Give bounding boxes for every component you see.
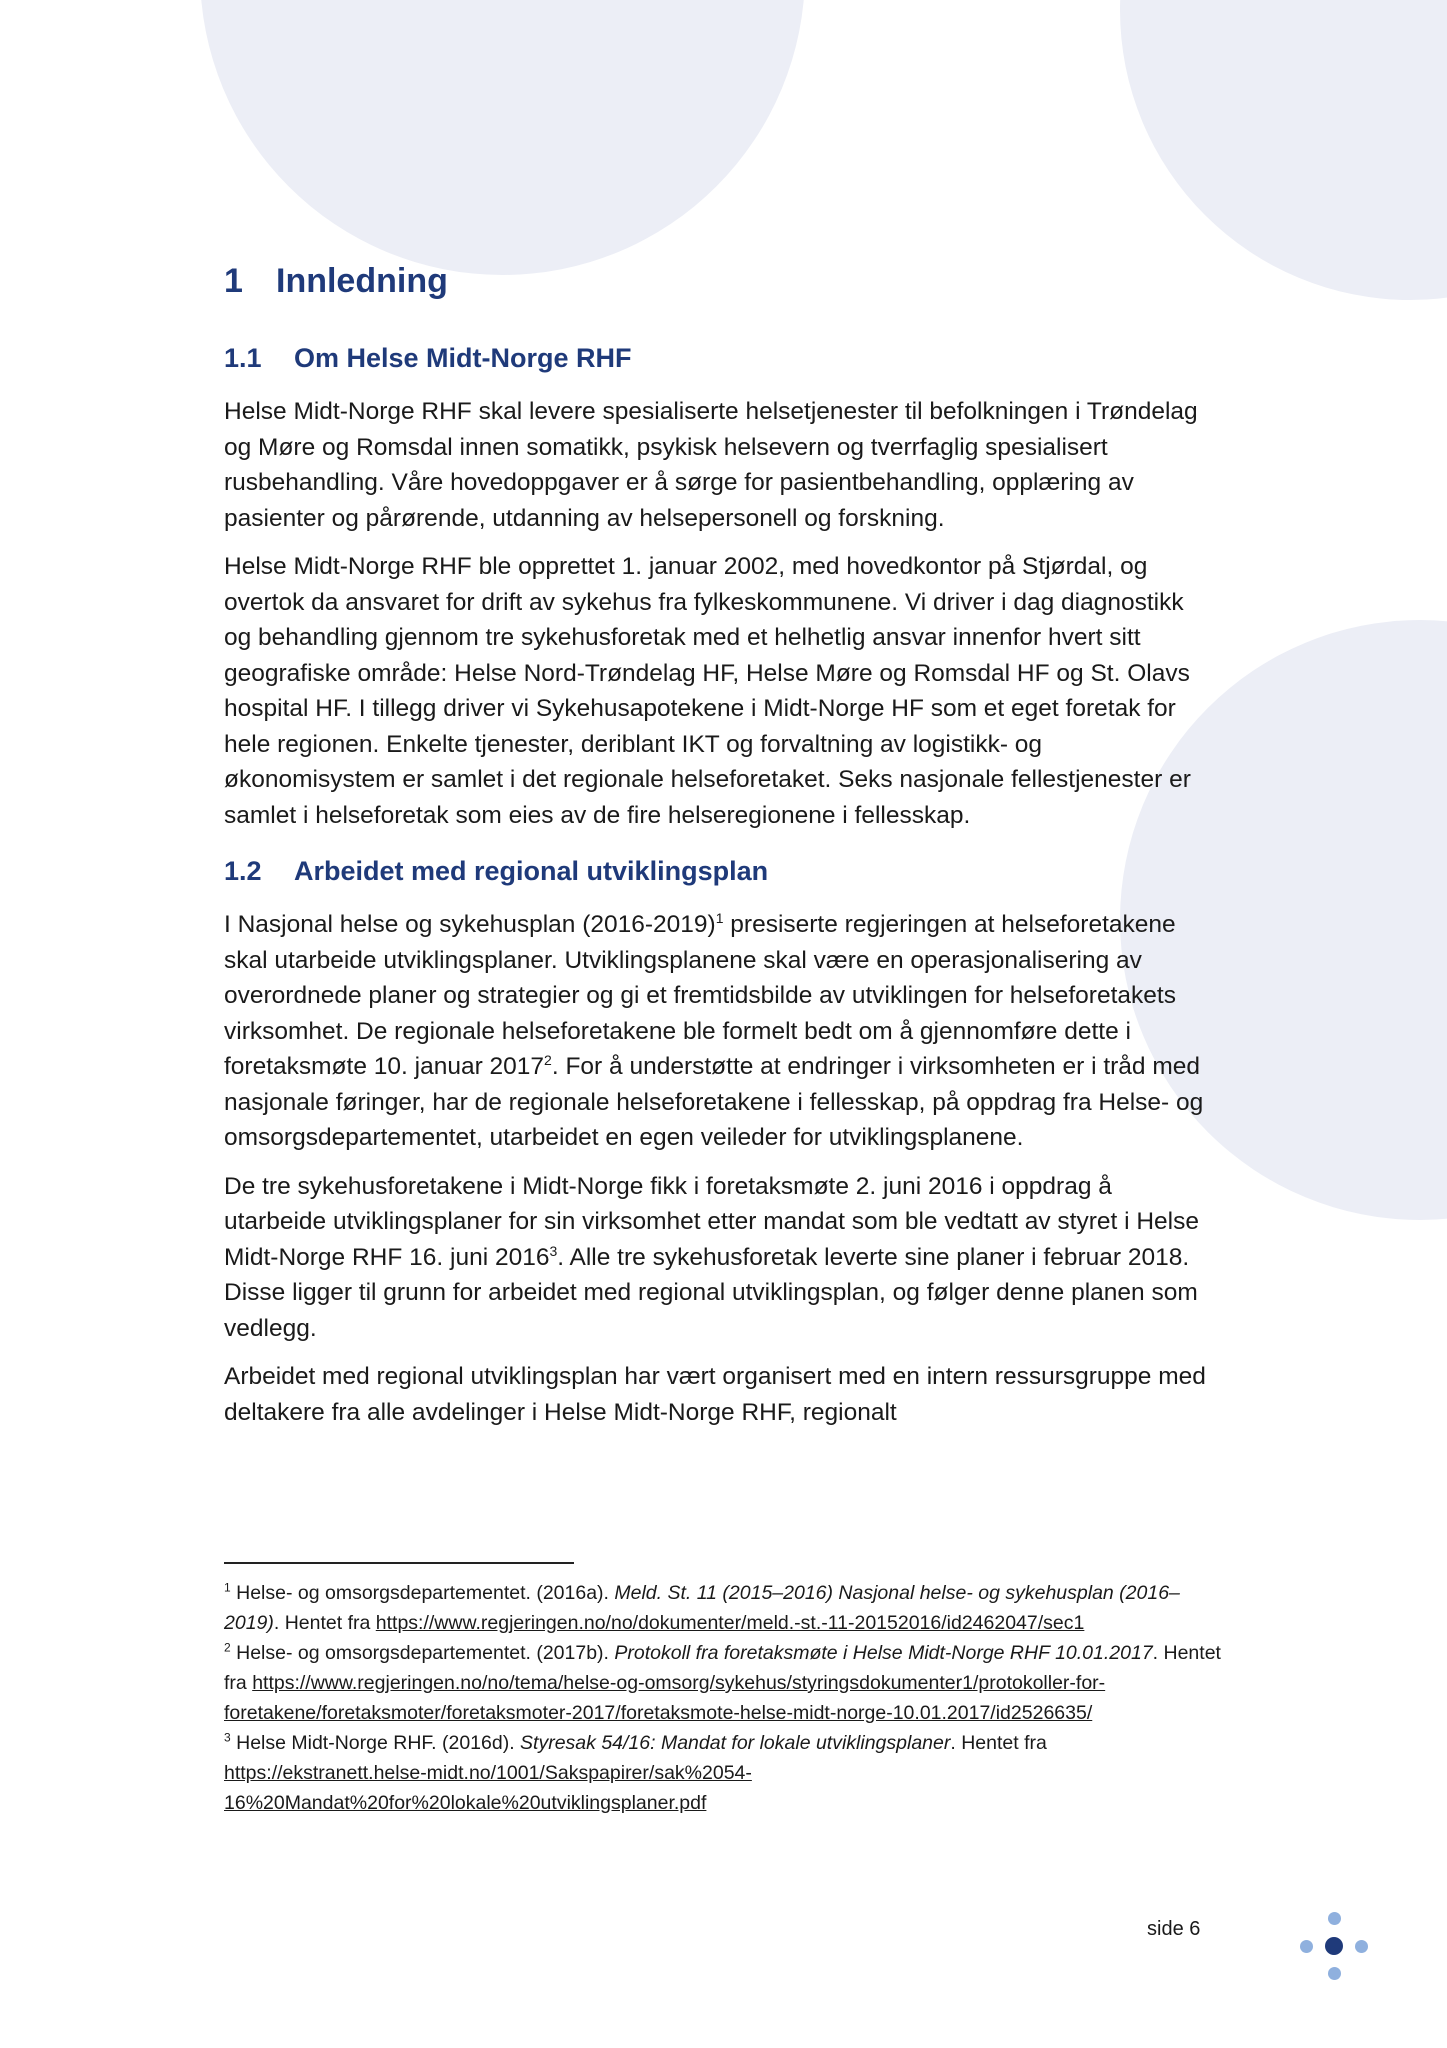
section-heading [224,856,1214,887]
footnote-number: 1 [224,1580,231,1595]
chapter-title: Innledning [276,262,448,300]
logo-dot [1300,1940,1313,1953]
paragraph: De tre sykehusforetakene i Midt-Norge fikk i foretaksmøte 2. juni 2016 i oppdrag å utarbeide utviklingsplaner for sin virksomhet etter mandat som ble vedtatt av styret i Helse Midt-Norge RHF 16. juni 2016$^3$. Alle tre sykehusforetak leverte sine planer i februar 2018. Disse ligger til grunn for arbeidet med regional utviklingsplan, og følger denne planen som vedlegg. [224,1172,1199,1342]
logo-dot [1355,1940,1368,1953]
section-title: Arbeidet med regional utviklingsplan [294,856,769,886]
logo-dot [1328,1967,1341,1980]
chapter-number: 1 [224,262,243,300]
footnote-title: Styresak 54/16: Mandat for lokale utviklingsplaner [520,1732,951,1754]
footnote-ref[interactable]: 3 [549,1242,558,1259]
footnote-separator [224,1562,574,1564]
paragraph: Helse Midt-Norge RHF skal levere spesialiserte helsetjenester til befolkningen i Trøndelag og Møre og Romsdal innen somatikk, psykisk helsevern og tverrfaglig spesialisert rusbehandling. Våre hovedoppgaver er å sørge for pasientbehandling, opplæring av pasienter og pårørende, utdanning av helsepersonell og forskning. [224,398,1198,532]
footnote: $^3$ Helse Midt-Norge RHF. (2016d). Styresak 54/16: Mandat for lokale utviklingsplaner. Hentet fra https://ekstranett.helse-midt.no/1001/Sakspapirer/sak%2054-16%20Mandat%20for%20lokale%20utviklingsplaner.pdf [224,1730,1047,1814]
page-content [224,262,1214,1443]
section-heading [224,343,1214,374]
footnote-ref[interactable]: 2 [544,1051,552,1068]
footnote: $^1$ Helse- og omsorgsdepartementet. (2016a). Meld. St. 11 (2015–2016) Nasjonal helse- og sykehusplan (2016–2019). Hentet fra https://www.regjeringen.no/no/dokumenter/meld.-st.-11-20152016/id2462047/sec1 [224,1580,1180,1634]
footnote-number: 2 [224,1640,231,1655]
section-number: 1.1 [224,343,262,373]
logo-dot [1328,1912,1341,1925]
footnote: $^2$ Helse- og omsorgsdepartementet. (2017b). Protokoll fra foretaksmøte i Helse Midt-Norge RHF 10.01.2017. Hentet fra https://www.regjeringen.no/no/tema/helse-og-omsorg/sykehus/styringsdokumenter1/protokoller-for-foretakene/foretaksmoter/foretaksmoter-2017/foretaksmote-helse-midt-norge-10.01.2017/id2526635/ [224,1640,1221,1724]
section-title: Om Helse Midt-Norge RHF [294,343,632,373]
section-number: 1.2 [224,856,262,886]
footnote-title: Meld. St. 11 (2015–2016) Nasjonal helse- og sykehusplan (2016–2019) [224,1582,1180,1634]
page-number: side 6 [1147,1918,1201,1940]
chapter-heading [224,262,1214,301]
paragraph: I Nasjonal helse og sykehusplan (2016-2019)$^1$ presiserte regjeringen at helseforetakene skal utarbeide utviklingsplaner. Utviklingsplanene skal være en operasjonalisering av overordnede planer og strategier og gi et fremtidsbilde av utviklingen for helseforetakets virksomhet. De regionale helseforetakene ble formelt bedt om å gjennomføre dette i foretaksmøte 10. januar 2017$^2$. For å understøtte at endringer i virksomheten er i tråd med nasjonale føringer, har de regionale helseforetakene i fellesskap, på oppdrag fra Helse- og omsorgsdepartementet, utarbeidet en egen veileder for utviklingsplanene. [224,909,1204,1151]
paragraph: Arbeidet med regional utviklingsplan har vært organisert med en intern ressursgruppe med deltakere fra alle avdelinger i Helse Midt-Norge RHF, regionalt [224,1363,1206,1426]
footnote-title: Protokoll fra foretaksmøte i Helse Midt-Norge RHF 10.01.2017 [614,1642,1153,1664]
footnote-link[interactable]: https://www.regjeringen.no/no/tema/helse-og-omsorg/sykehus/styringsdokumenter1/protokoller-for-foretakene/foretaksmoter/foretaksmoter-2017/foretaksmote-helse-midt-norge-10.01.2017/id2526635/ [224,1672,1106,1724]
footnote-link[interactable]: https://ekstranett.helse-midt.no/1001/Sakspapirer/sak%2054-16%20Mandat%20for%20lokale%20utviklingsplaner.pdf [224,1762,752,1814]
footnote-number: 3 [224,1730,231,1745]
decorative-circle [1120,0,1447,300]
logo-dot [1325,1937,1343,1955]
footnotes [224,1578,1224,1818]
decorative-circle [200,0,805,275]
logo-dots-icon [1300,1912,1368,1980]
footnote-ref[interactable]: 1 [715,909,724,926]
paragraph: Helse Midt-Norge RHF ble opprettet 1. januar 2002, med hovedkontor på Stjørdal, og overtok da ansvaret for drift av sykehus fra fylkeskommunene. Vi driver i dag diagnostikk og behandling gjennom tre sykehusforetak med et helhetlig ansvar innenfor hvert sitt geografiske område: Helse Nord-Trøndelag HF, Helse Møre og Romsdal HF og St. Olavs hospital HF. I tillegg driver vi Sykehusapotekene i Midt-Norge HF som et eget foretak for hele regionen. Enkelte tjenester, deriblant IKT og forvaltning av logistikk- og økonomisystem er samlet i det regionale helseforetaket. Seks nasjonale fellestjenester er samlet i helseforetak som eies av de fire helseregionene i fellesskap. [224,553,1191,829]
footnote-link[interactable]: https://www.regjeringen.no/no/dokumenter/meld.-st.-11-20152016/id2462047/sec1 [375,1612,1085,1634]
